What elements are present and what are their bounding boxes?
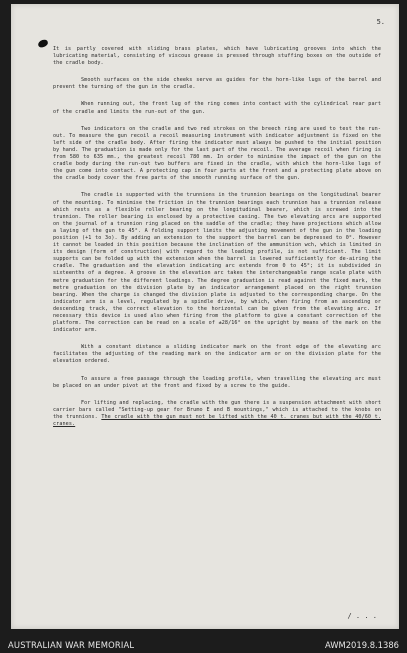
paragraph-2: Smooth surfaces on the side cheeks serve as guides for the horn-like lugs of the barrel and prevent the turning of the gun in the cradle. — [53, 77, 381, 91]
footer-institution: AUSTRALIAN WAR MEMORIAL — [8, 640, 135, 650]
ink-blot — [37, 39, 49, 49]
page-number: 5. — [376, 18, 385, 26]
paragraph-1: It is partly covered with sliding brass plates, which have lubricating grooves into which the lubricating material, consisting of viscous grease is pressed through stuffing boxes on the outside of the cradle body. — [53, 46, 381, 67]
footer-accession-number: AWM2019.8.1386 — [324, 640, 399, 650]
paragraph-7: To assure a free passage through the loading profile, when travelling the elevating arc must be placed on an under pivot at the front and fixed by a screw to the guide. — [53, 375, 381, 389]
archive-footer — [0, 631, 407, 653]
document-body — [53, 46, 381, 438]
paragraph-8 — [53, 400, 381, 428]
paragraph-8-text: For lifting and replacing, the cradle with the gun there is a suspension attachment with short carrier bars called "Setting-up gear for Brumo E and B mountings," which is attached to the knobs on the trunnions. — [53, 399, 381, 420]
document-page — [11, 4, 399, 629]
paragraph-6: With a constant distance a sliding indicator mark on the front edge of the elevating arc facilitates the adjusting of the reading mark on the indicator arm or on the division plate for the elevation ordered. — [53, 344, 381, 365]
paragraph-5: The cradle is supported with the trunnions in the trunnion bearings on the longitudinal bearer of the mounting. To minimise the friction in the trunnion bearings each trunnion has a trunnion release which rests as a flexible roller bearing on the longitudinal bearer, which is screwed into the trunnion. The roller bearing is enclosed by a protective casing. The two elevating arcs are supported on the journal of a trunnion ring placed on the saddle of the cradle; they have projections which allow a laying of the gun to 45°. A folding support limits the adjusting movement of the gun in the loading position (+1 to 3o). By adding an extension to the support the barrel can be depressed to 0°. However it cannot be loaded in this position because the inclination of the ammunition wch, which is limited in its design (form of construction) with regard to the loading profile, is not sufficient. The limit supports can be folded up with the extension when the barrel is lowered sufficiently for de-airing the cradle. The graduation and the elevation indicating arc extends from 0 to 45°; it is subdivided in sixteenths of a degree. A groove in the elevation arc takes the interchangeable range scale plate with metre graduation for the different loadings. The degree graduation is read against the fixed mark, the metre graduation on the division plate by an indicator arrangement placed on the right trunnion bearing. When the charge is changed the division plate is adjusted to the corresponding charge. On the indicator arm is a level, regulated by a spindle drive, by which, when firing from an ascending or descending track, the correct elevation to the horizontal can be given from the elevating arc. If necessary this device is used also when firing from the platform to give a constant correction of the platform. The correction can be read on a scale of ±28/16° on the upright by means of the mark on the indicator arm. — [53, 192, 381, 334]
paragraph-3: When running out, the front lug of the ring comes into contact with the cylindrical rear part of the cradle and limits the run-out of the gun. — [53, 101, 381, 115]
paragraph-4: Two indicators on the cradle and two red strokes on the breech ring are used to test the run-out. To measure the gun recoil a recoil measuring instrument with indicator adjustment is fixed on the left side of the cradle body. After firing the indicator must always be pushed to the initial position by hand. The graduation is made only for the last part of the recoil. The average recoil when firing is from 580 to 635 mm., the greatest recoil 780 mm. In order to minimise the impact of the gun on the cradle body during the run-out two buffers are fixed in the cradle, with which the horn-like lugs of the gun come into contact. A protecting cap in four parts at the front and a protecting plate above on the cradle body cover the free parts of the smooth running surface of the gun. — [53, 125, 381, 182]
underlined-warning: The cradle with the gun must not be lifted with the 40 t. cranes but with the 40/60 t. cranes. — [53, 413, 381, 428]
continuation-mark: / . . . — [347, 612, 377, 620]
